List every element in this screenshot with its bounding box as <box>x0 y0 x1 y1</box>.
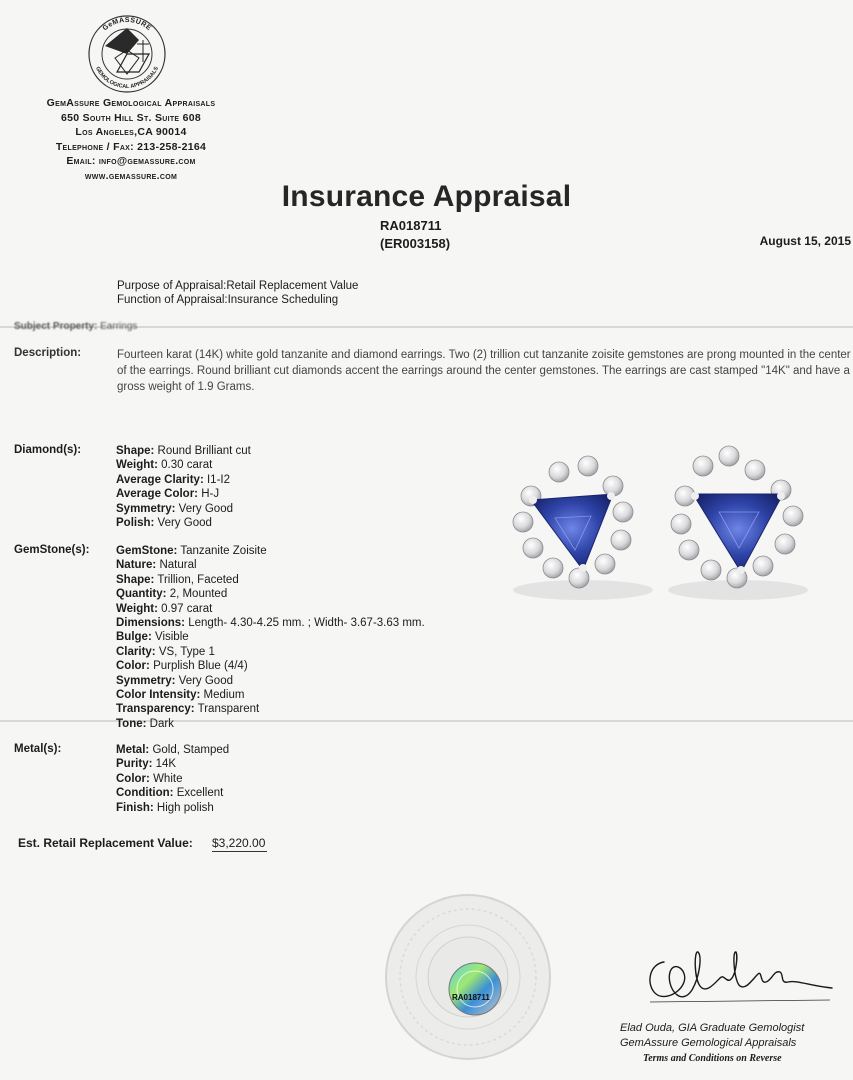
field-key: Color: <box>116 660 150 673</box>
field-value: 0.97 carat <box>161 602 213 615</box>
field-key: Average Color: <box>116 488 199 501</box>
field-row <box>116 602 425 616</box>
field-key: Average Clarity: <box>116 473 204 486</box>
field-key: Tone: <box>116 717 147 730</box>
signatory-company: GemAssure Gemological Appraisals <box>620 1037 797 1049</box>
field-value: Length- 4.30-4.25 mm. ; Width- 3.67-3.63 mm. <box>188 617 425 630</box>
hologram-code: RA018711 <box>452 993 490 1002</box>
field-key: Symmetry: <box>116 502 176 515</box>
field-value: 0.30 carat <box>161 459 213 472</box>
website: www.gemassure.com <box>84 169 178 182</box>
field-row <box>116 801 229 815</box>
field-value: Trillion, Faceted <box>157 573 239 586</box>
field-key: GemStone: <box>116 545 178 557</box>
signature <box>640 942 835 1014</box>
field-key: Nature: <box>116 559 157 572</box>
gemassure-logo <box>87 14 167 94</box>
field-value: Very Good <box>178 674 233 687</box>
field-row <box>116 645 425 659</box>
field-key: Condition: <box>116 787 174 800</box>
field-row <box>116 587 425 601</box>
field-value: 14K <box>155 758 177 771</box>
field-row <box>116 458 251 472</box>
terms-note: Terms and Conditions on Reverse <box>643 1053 782 1064</box>
purpose-of-appraisal: Purpose of Appraisal:Retail Replacement Value <box>117 280 359 292</box>
field-value: White <box>153 772 183 785</box>
field-key: Weight: <box>116 459 158 472</box>
field-key: Color: <box>116 772 150 785</box>
field-key: Bulge: <box>116 631 152 644</box>
purpose-block <box>117 279 358 307</box>
field-row <box>116 516 251 530</box>
field-row <box>116 674 425 688</box>
field-row <box>116 630 425 644</box>
signatory-name: Elad Ouda, GIA Graduate Gemologist <box>620 1022 805 1034</box>
field-row <box>116 544 425 558</box>
field-row <box>116 444 251 458</box>
logo-arc-bottom: GEMOLOGICAL APPRAISALS <box>94 65 160 91</box>
field-value: Visible <box>154 631 189 644</box>
field-row <box>116 757 229 771</box>
field-key: Polish: <box>116 517 155 530</box>
field-value: Dark <box>149 717 174 730</box>
field-value: Round Brilliant cut <box>157 445 251 457</box>
field-row <box>116 487 251 501</box>
subject-property <box>14 321 137 332</box>
field-row <box>116 616 425 630</box>
hologram-sticker <box>440 962 510 1016</box>
field-value: Medium <box>203 689 245 702</box>
gemstones-fields <box>116 544 425 731</box>
field-key: Finish: <box>116 801 154 814</box>
field-value: 2, Mounted <box>169 588 228 601</box>
description-label: Description: <box>14 347 82 359</box>
field-row <box>116 659 425 673</box>
field-key: Weight: <box>116 602 158 615</box>
field-key: Symmetry: <box>116 674 176 687</box>
field-value: Excellent <box>176 787 224 800</box>
value-label: Est. Retail Replacement Value: <box>18 836 193 850</box>
subject-label: Subject Property: <box>14 321 98 332</box>
metals-label: Metal(s): <box>14 743 62 755</box>
field-row <box>116 558 425 572</box>
field-value: Gold, Stamped <box>152 744 230 756</box>
field-value: High polish <box>156 801 214 814</box>
field-value: Transparent <box>197 703 260 716</box>
address-line-2: Los Angeles,CA 90014 <box>75 126 187 138</box>
field-value: Purplish Blue (4/4) <box>153 660 248 673</box>
field-value: Very Good <box>157 517 212 530</box>
value-amount: $3,220.00 <box>212 836 266 850</box>
field-value: I1-I2 <box>206 473 230 486</box>
earrings-photo <box>493 440 823 610</box>
field-key: Shape: <box>116 573 155 586</box>
field-key: Purity: <box>116 758 153 771</box>
metals-fields <box>116 743 229 815</box>
field-key: Metal: <box>116 744 150 756</box>
logo-arc-top: GeMASSURE <box>101 16 153 33</box>
document-title: Insurance Appraisal <box>281 180 572 213</box>
field-row <box>116 573 425 587</box>
er-number: (ER003158) <box>380 236 451 251</box>
appraisal-date: August 15, 2015 <box>759 234 851 248</box>
description-text: Fourteen karat (14K) white gold tanzanite and diamond earrings. Two (2) trillion cut tanzanite zoisite gemstones are prong mounted in the center of the earrings. Round brilliant cut diamonds accent the earrings around the center gemstones. The earrings are cast stamped "14K" and have a gross weight of 1.9 Grams. <box>117 349 851 393</box>
field-row <box>116 772 229 786</box>
diamonds-fields <box>116 444 251 530</box>
field-row <box>116 743 229 757</box>
field-key: Transparency: <box>116 703 195 716</box>
email: Email: info@gemassure.com <box>66 155 196 167</box>
field-key: Color Intensity: <box>116 689 201 702</box>
field-row <box>116 688 425 702</box>
field-row <box>116 717 425 731</box>
function-of-appraisal: Function of Appraisal:Insurance Scheduling <box>117 294 339 306</box>
field-key: Shape: <box>116 445 155 457</box>
gemstones-label: GemStone(s): <box>14 544 90 556</box>
field-value: H-J <box>201 488 220 501</box>
field-value: Very Good <box>178 502 233 515</box>
field-row <box>116 502 251 516</box>
subject-value: Earrings <box>100 321 138 332</box>
field-row <box>116 786 229 800</box>
ra-number: RA018711 <box>380 218 442 233</box>
field-row <box>116 702 425 716</box>
address-line-1: 650 South Hill St. Suite 608 <box>60 111 202 124</box>
field-key: Dimensions: <box>116 617 186 630</box>
field-value: Natural <box>159 559 197 572</box>
field-row <box>116 473 251 487</box>
field-value: Tanzanite Zoisite <box>180 545 267 557</box>
company-name: GemAssure Gemological Appraisals <box>46 97 216 109</box>
letterhead <box>16 96 246 183</box>
field-key: Quantity: <box>116 588 167 601</box>
phone-fax: Telephone / Fax: 213-258-2164 <box>55 140 207 153</box>
field-value: VS, Type 1 <box>158 645 215 658</box>
svg-text:GEMOLOGICAL APPRAISALS <box>94 66 160 90</box>
field-key: Clarity: <box>116 645 156 658</box>
diamonds-label: Diamond(s): <box>14 444 82 456</box>
